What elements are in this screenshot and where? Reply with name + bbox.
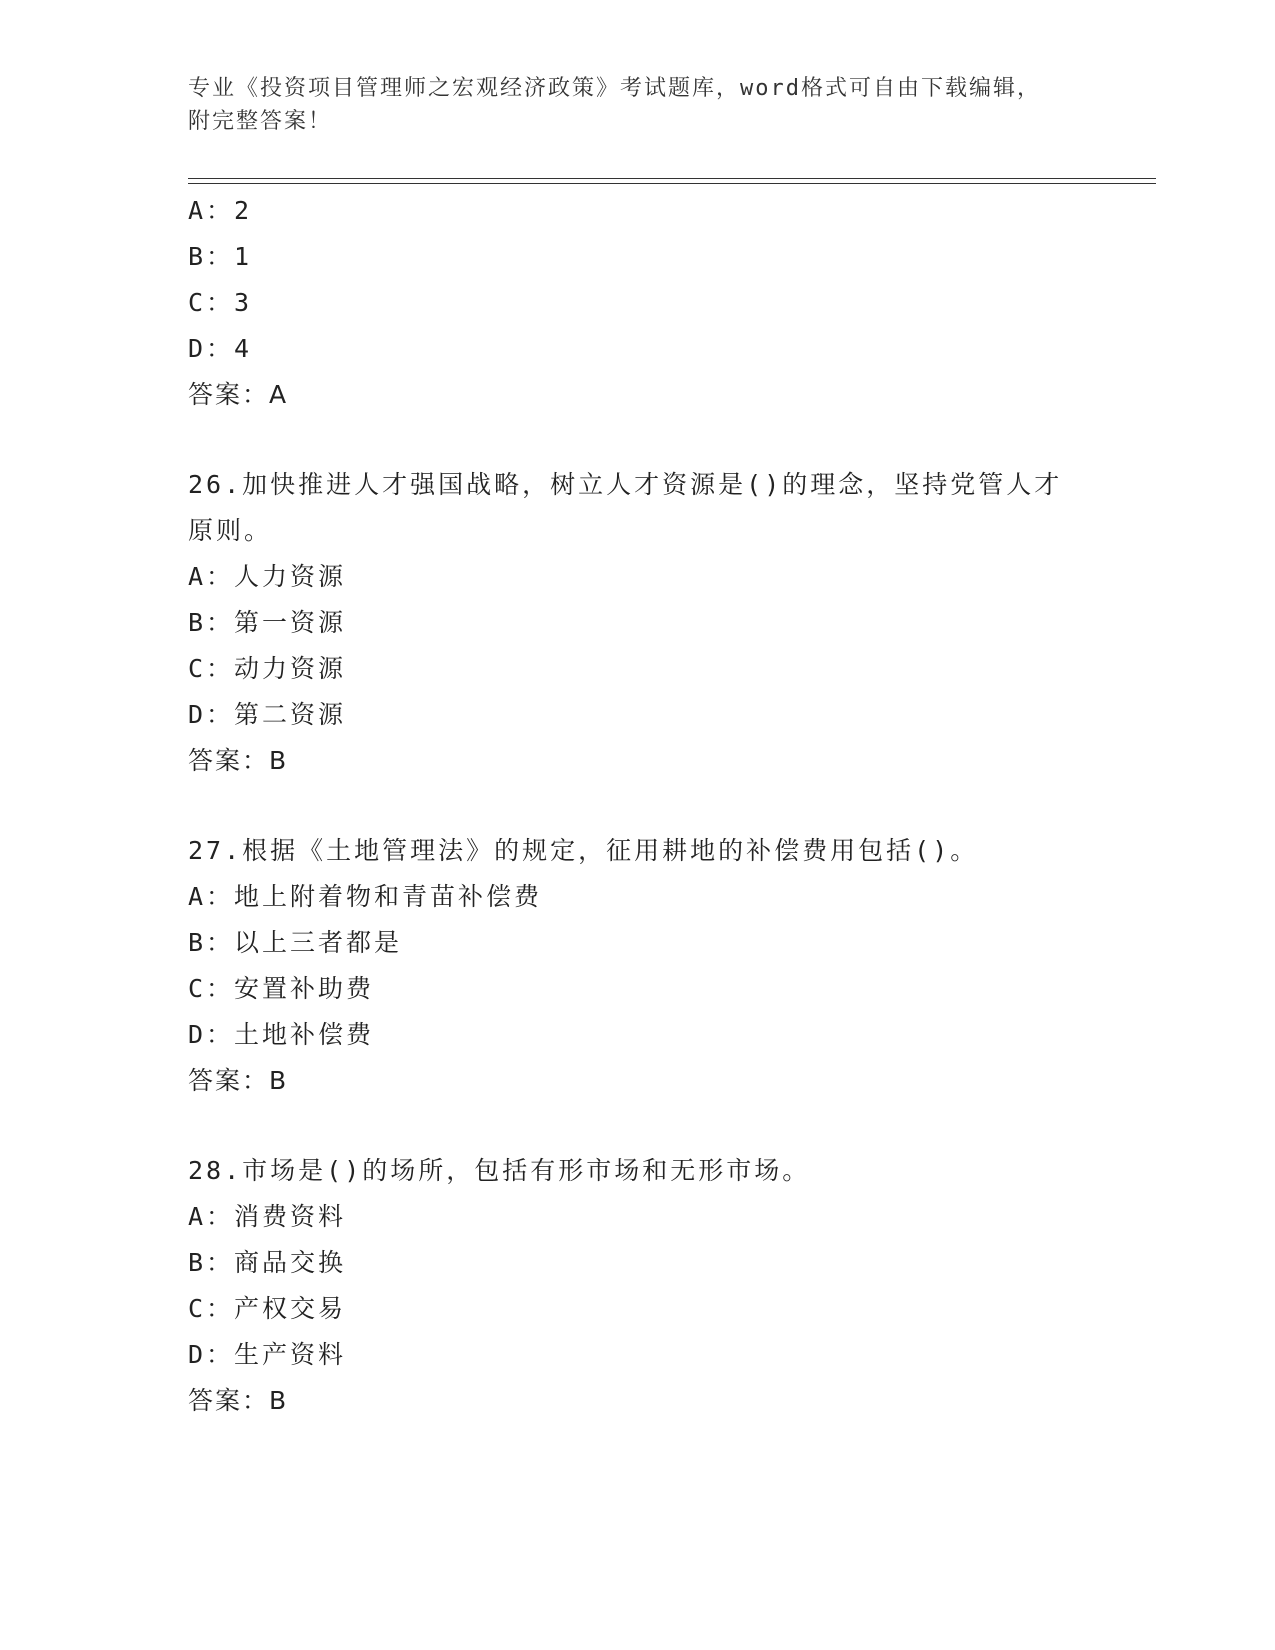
question-title: 26.加快推进人才强国战略，树立人才资源是()的理念，坚持党管人才	[188, 470, 1063, 499]
option-b: B：商品交换	[188, 1248, 347, 1277]
question-list	[188, 188, 1088, 1424]
option-c: C：动力资源	[188, 654, 347, 683]
spacer	[188, 784, 1088, 828]
question-title-cont: 原则。	[188, 516, 273, 545]
option-b: B：1	[188, 242, 253, 271]
header-divider	[188, 178, 1156, 184]
option-d: D：生产资料	[188, 1340, 347, 1369]
spacer	[188, 1104, 1088, 1148]
spacer	[188, 418, 1088, 462]
option-d: D：第二资源	[188, 700, 347, 729]
question-title: 28.市场是()的场所，包括有形市场和无形市场。	[188, 1156, 811, 1185]
option-c: C：产权交易	[188, 1294, 347, 1323]
header-line-1: 专业《投资项目管理师之宏观经济政策》考试题库，word格式可自由下载编辑，	[188, 76, 1041, 101]
option-d: D：4	[188, 334, 253, 363]
option-a: A：消费资料	[188, 1202, 347, 1231]
option-b: B：以上三者都是	[188, 928, 403, 957]
option-a: A：地上附着物和青苗补偿费	[188, 882, 543, 911]
header-line-2: 附完整答案！	[188, 109, 333, 134]
question-25	[188, 188, 1088, 418]
page-header	[188, 72, 1068, 138]
option-c: C：3	[188, 288, 253, 317]
option-b: B：第一资源	[188, 608, 347, 637]
question-26	[188, 462, 1088, 784]
question-28	[188, 1148, 1088, 1424]
answer: 答案：B	[188, 746, 289, 775]
option-a: A：人力资源	[188, 562, 347, 591]
question-title: 27.根据《土地管理法》的规定，征用耕地的补偿费用包括()。	[188, 836, 979, 865]
option-d: D：土地补偿费	[188, 1020, 375, 1049]
question-27	[188, 828, 1088, 1104]
option-c: C：安置补助费	[188, 974, 375, 1003]
answer: 答案：B	[188, 1386, 289, 1415]
answer: 答案：A	[188, 380, 289, 409]
option-a: A：2	[188, 196, 253, 225]
answer: 答案：B	[188, 1066, 289, 1095]
